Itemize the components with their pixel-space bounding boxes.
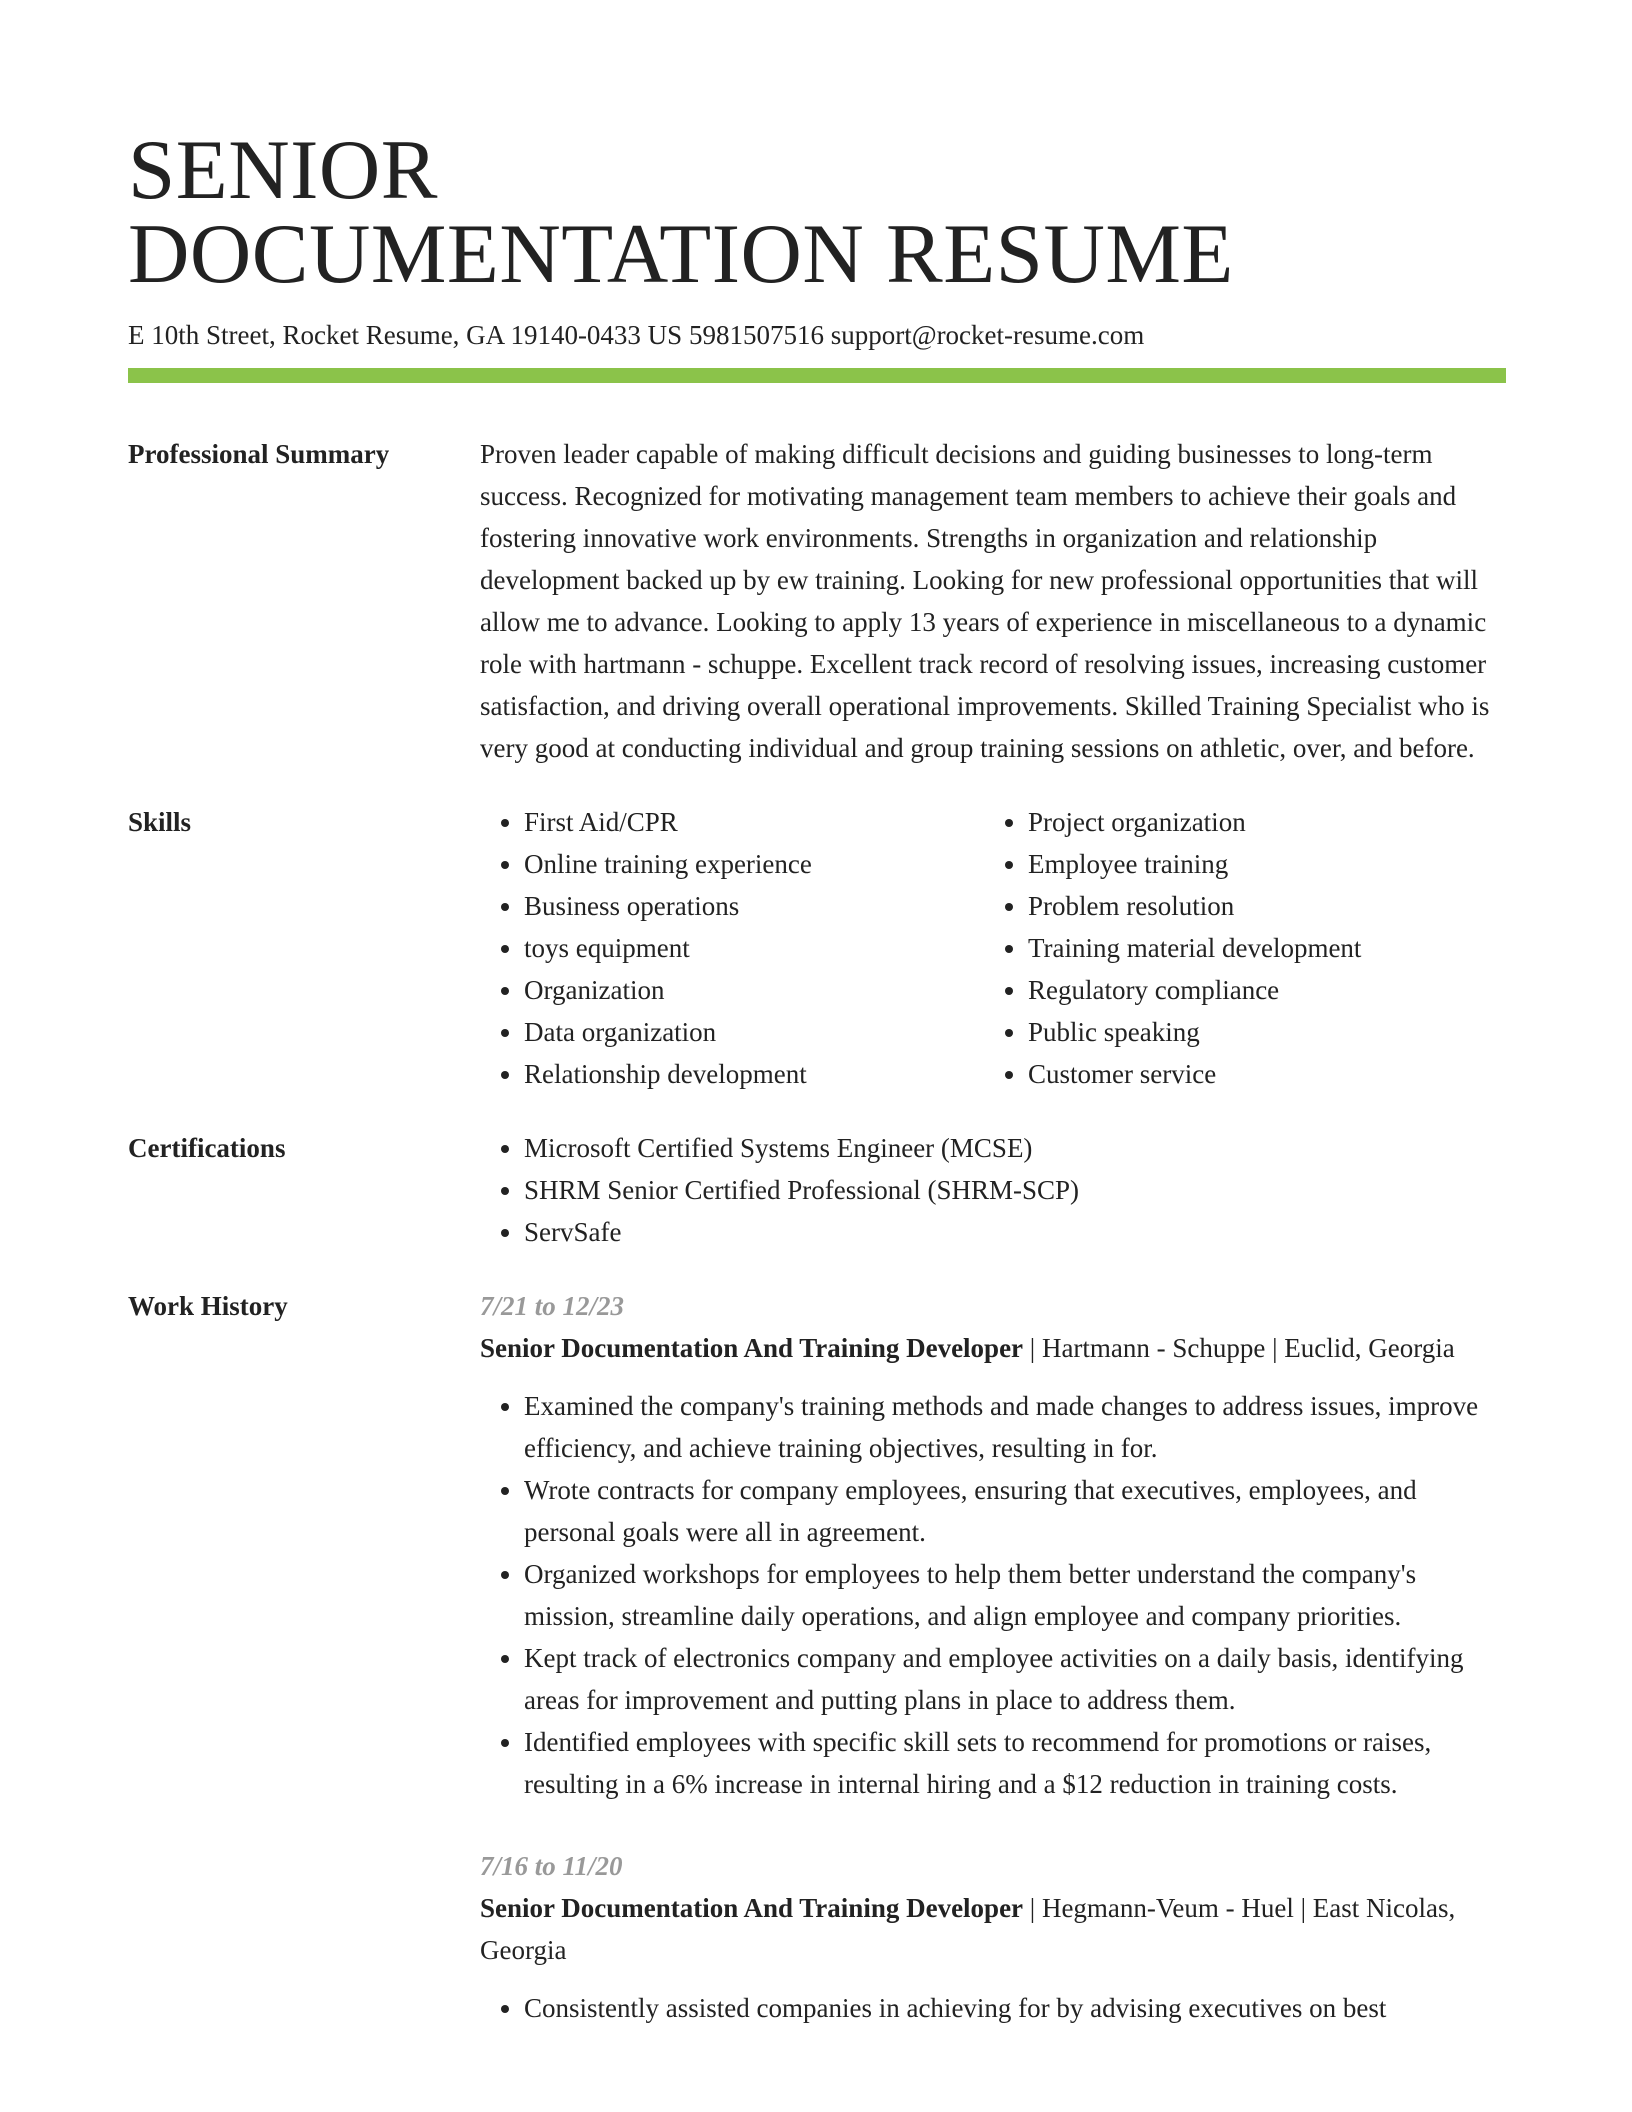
work-history-section [128, 1285, 1506, 2069]
job-entry [480, 1285, 1506, 1805]
accent-divider [128, 368, 1506, 383]
skills-section [128, 801, 1506, 1095]
job-bullets [480, 1987, 1506, 2029]
skill-item: • Employee training [1028, 843, 1488, 885]
skills-heading: Skills [128, 807, 192, 837]
job-header [480, 1887, 1506, 1971]
job-entry [480, 1845, 1506, 2029]
contact-info: E 10th Street, Rocket Resume, GA 19140-0433 US 5981507516 support@rocket-resume.com [128, 320, 1145, 350]
skill-item: • Customer service [1028, 1053, 1488, 1095]
certifications-heading: Certifications [128, 1133, 286, 1163]
skill-item: • Training material development [1028, 927, 1488, 969]
job-header [480, 1327, 1506, 1369]
summary-heading: Professional Summary [128, 439, 390, 469]
skills-list-right [984, 801, 1488, 1095]
job-title: Senior Documentation And Training Developer [480, 1333, 1024, 1363]
certifications-body [480, 1127, 1506, 1253]
skills-list-left [480, 801, 984, 1095]
job-bullet: • Identified employees with specific skill sets to recommend for promotions or raises, resulting in a 6% increase in internal hiring and a $12 reduction in training costs. [524, 1721, 1506, 1805]
work-history-heading: Work History [128, 1291, 288, 1321]
certifications-section [128, 1127, 1506, 1253]
job-dates: 7/16 to 11/20 [480, 1851, 623, 1881]
job-dates: 7/21 to 12/23 [480, 1291, 625, 1321]
skill-item: • Problem resolution [1028, 885, 1488, 927]
job-bullet: • Organized workshops for employees to help them better understand the company's mission, streamline daily operations, and align employee and company priorities. [524, 1553, 1506, 1637]
job-details: | Hartmann - Schuppe | Euclid, Georgia [1023, 1333, 1455, 1363]
job-details: | Hegmann-Veum - Huel | East Nicolas, Georgia [480, 1893, 1456, 1965]
name-line-1: SENIOR [128, 123, 438, 217]
job-bullet: • Consistently assisted companies in achieving for by advising executives on best [524, 1987, 1506, 2029]
skill-item: • Project organization [1028, 801, 1488, 843]
skill-item: • Regulatory compliance [1028, 969, 1488, 1011]
work-history-body [480, 1285, 1506, 2069]
summary-text: Proven leader capable of making difficult decisions and guiding businesses to long-term success. Recognized for motivating management team members to achieve their goals and fostering innovative work environments. Strengths in organization and relationship development backed up by ew training. Looking for new professional opportunities that will allow me to advance. Looking to apply 13 years of experience in miscellaneous to a dynamic role with hartmann - schuppe. Excellent track record of resolving issues, increasing customer satisfaction, and driving overall operational improvements. Skilled Training Specialist who is very good at conducting individual and group training sessions on athletic, over, and before. [480, 439, 1490, 763]
job-bullet: • Examined the company's training methods and made changes to address issues, improve efficiency, and achieve training objectives, resulting in for. [524, 1385, 1506, 1469]
resume-page [128, 0, 1506, 2069]
skill-item: • Online training experience [524, 843, 984, 885]
job-bullet: • Kept track of electronics company and employee activities on a daily basis, identifying areas for improvement and putting plans in place to address them. [524, 1637, 1506, 1721]
skill-item: • Data organization [524, 1011, 984, 1053]
certifications-list [480, 1127, 1506, 1253]
skill-item: • First Aid/CPR [524, 801, 984, 843]
skill-item: • Relationship development [524, 1053, 984, 1095]
skill-item: • Business operations [524, 885, 984, 927]
job-bullet: • Wrote contracts for company employees, ensuring that executives, employees, and personal goals were all in agreement. [524, 1469, 1506, 1553]
skill-item: • Organization [524, 969, 984, 1011]
job-title: Senior Documentation And Training Developer [480, 1893, 1024, 1923]
summary-section [128, 433, 1506, 769]
skill-item: • toys equipment [524, 927, 984, 969]
skill-item: • Public speaking [1028, 1011, 1488, 1053]
certification-item: • Microsoft Certified Systems Engineer (MCSE) [524, 1127, 1506, 1169]
job-bullets [480, 1385, 1506, 1805]
certification-item: • ServSafe [524, 1211, 1506, 1253]
skills-columns [480, 801, 1506, 1095]
name-line-2: DOCUMENTATION RESUME [128, 207, 1234, 301]
resume-name [128, 0, 1506, 301]
certification-item: • SHRM Senior Certified Professional (SHRM-SCP) [524, 1169, 1506, 1211]
